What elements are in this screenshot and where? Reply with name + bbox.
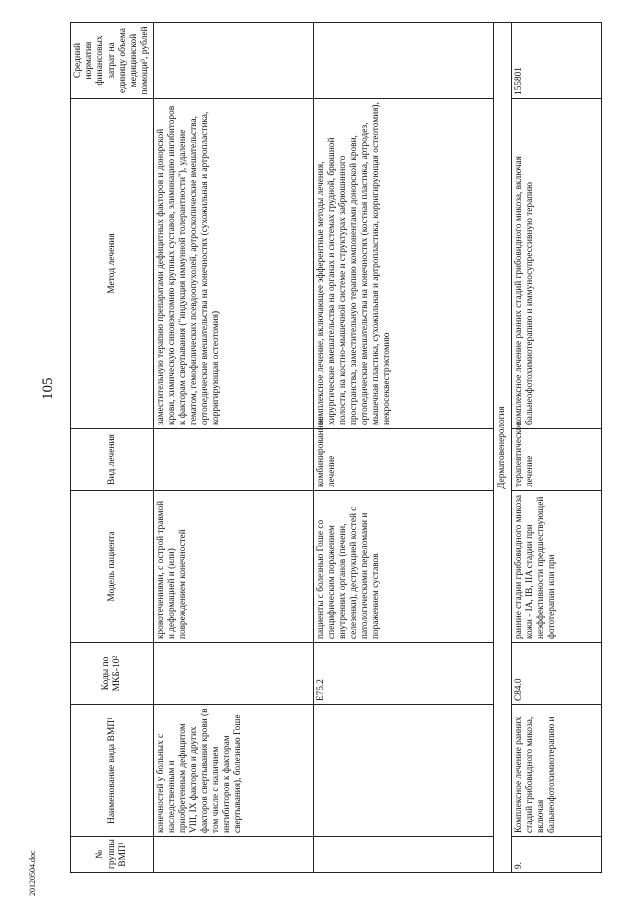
cell-vmp-name: конечностей у больных с наследственным и приобретенным дефицитом VIII, IX факторов и других факторов свертывания крови (в том числе с наличием ингибиторов к факторам свертывания), болезнью Гоше (154, 705, 314, 837)
cell-method: заместительную терапию препаратами дефицитных факторов и донорской крови, химическую синовэктомию крупных суставов, элиминацию ингибиторов к факторам свертывания ("индукция иммунной толерантности"), удаление гематом, гемофилических псевдоопухолей, артроскопические вмешательства, ортопедические вмешательства на конечностях (сухожильная и артропластика, корригирующая остеотомия) (154, 99, 314, 429)
table-row (314, 23, 494, 873)
cell-patient: пациенты с болезнью Гоше со специфическим поражением внутренних органов (печени, селезенки), деструкцией костей с патологическими переломами и поражением суставов (314, 491, 494, 643)
cell-cost (154, 23, 314, 99)
cell-treatment-type (154, 429, 314, 491)
cell-group: 9. (512, 837, 602, 873)
cell-method: комплексное лечение ранних стадий грибовидного микоза, включая бальнеофотохимиотерапию и иммуносупрессивную терапию (512, 99, 602, 429)
rotated-table-container (70, 23, 635, 873)
header-treatment-type: Вид лечения (71, 429, 154, 491)
page-number: 105 (40, 377, 56, 400)
header-vmp-name: Наименование вида ВМП¹ (71, 705, 154, 837)
header-cost: Средний норматив финансовых затрат на единицу объема медицинской помощи³, рублей (71, 23, 154, 99)
cell-group (154, 837, 314, 873)
header-group: № группы ВМП¹ (71, 837, 154, 873)
table-row (154, 23, 314, 873)
header-patient: Модель пациента (71, 491, 154, 643)
cell-icd: C84.0 (512, 643, 602, 705)
cell-icd: E75.2 (314, 643, 494, 705)
header-icd: Коды по МКБ-10² (71, 643, 154, 705)
cell-cost (314, 23, 494, 99)
cell-group (314, 837, 494, 873)
footer-filename: 20120504.doc (28, 850, 37, 896)
cell-vmp-name (314, 705, 494, 837)
header-row (71, 23, 154, 873)
cell-patient: ранние стадии грибовидного микоза кожи - IA, IB, IIA стадии при неэффективности предшествующей фототерапии или при (512, 491, 602, 643)
cell-patient: кровотечениями, с острой травмой и деформацией и (или) повреждением конечностей (154, 491, 314, 643)
section-row (494, 23, 512, 873)
cell-cost: 155801 (512, 23, 602, 99)
cell-method: комплексное лечение, включающее эфферентные методы лечения, хирургические вмешательства на органах и системах грудной, брюшной полости, на костно-мышечной системе и структурах забрюшинного пространства, заместительную терапию компонентами донорской крови, ортопедические вмешательства на конечностях (костная пластика, артродез, мышечная пластика, сухожильная и артропластика, корригирующая остеотомия), некросеквестрэктомию (314, 99, 494, 429)
section-title: Дерматовенерология (494, 23, 512, 873)
cell-vmp-name: Комплексное лечение ранних стадий грибовидного микоза, включая бальнеофотохимиотерапию и (512, 705, 602, 837)
cell-treatment-type: терапевтическое лечение (512, 429, 602, 491)
cell-icd (154, 643, 314, 705)
cell-treatment-type: комбинированное лечение (314, 429, 494, 491)
vmp-table (70, 22, 602, 873)
header-method: Метод лечения (71, 99, 154, 429)
table-row (512, 23, 602, 873)
